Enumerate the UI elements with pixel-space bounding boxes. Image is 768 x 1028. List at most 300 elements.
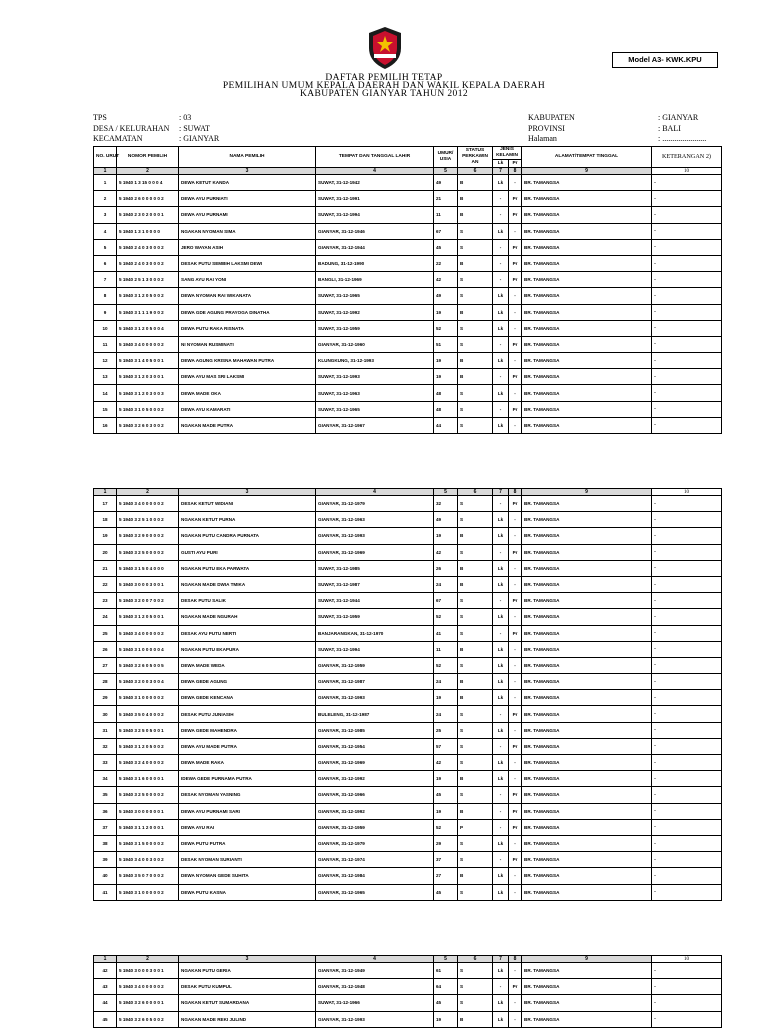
- cell-umur: 37: [434, 852, 458, 868]
- table-row: [94, 336, 722, 352]
- cell-ket: -: [652, 657, 722, 673]
- cell-umur: 42: [434, 272, 458, 288]
- cell-ket: -: [652, 207, 722, 223]
- cell-nik: 5 1940 3 0 0 0 0 0 0 1: [117, 803, 179, 819]
- cell-no: 39: [94, 852, 117, 868]
- cell-lk: Lk: [493, 755, 509, 771]
- cell-nama: DEWA MADE OKA: [179, 385, 316, 401]
- cell-lk: Lk: [493, 175, 509, 191]
- cell-nik: 5 1940 3 0 0 0 3 0 0 1: [117, 963, 179, 979]
- cell-alamat: BR. TAMANGSA: [522, 336, 652, 352]
- cell-ket: -: [652, 496, 722, 512]
- cell-ket: -: [652, 738, 722, 754]
- cell-lk: Lk: [493, 385, 509, 401]
- column-number: 3: [179, 956, 316, 963]
- table-row: [94, 417, 722, 433]
- info-row-provinsi: PROVINSI : BALI: [528, 123, 681, 133]
- cell-ttl: GIANYAR, 31-12-1959: [316, 657, 434, 673]
- cell-nama: DEWA GDE AGUNG PRAYOGA DINATHA: [179, 304, 316, 320]
- cell-status: S: [458, 835, 493, 851]
- cell-ket: -: [652, 593, 722, 609]
- cell-ttl: GIANYAR, 31-12-1949: [316, 963, 434, 979]
- cell-pr: -: [509, 835, 522, 851]
- cell-nik: 5 1940 2 5 1 3 0 0 0 2: [117, 272, 179, 288]
- column-number: 8: [509, 489, 522, 496]
- cell-lk: Lk: [493, 641, 509, 657]
- cell-ket: -: [652, 609, 722, 625]
- cell-nama: DESAK NYOMAN SURIANTI: [179, 852, 316, 868]
- cell-umur: 52: [434, 609, 458, 625]
- cell-alamat: BR. TAMANGSA: [522, 320, 652, 336]
- cell-nama: DEWA GEDE KENCANA: [179, 690, 316, 706]
- cell-pr: Pr: [509, 255, 522, 271]
- col-header-alamat: ALAMAT/TEMPAT TINGGAL: [522, 147, 652, 168]
- cell-lk: -: [493, 852, 509, 868]
- cell-no: 20: [94, 544, 117, 560]
- column-number: 1: [94, 489, 117, 496]
- cell-alamat: BR. TAMANGSA: [522, 690, 652, 706]
- col-header-ket: KETERANGAN 2): [652, 147, 722, 168]
- cell-lk: Lk: [493, 657, 509, 673]
- cell-nik: 5 1940 3 1 2 0 5 0 0 4: [117, 320, 179, 336]
- cell-lk: Lk: [493, 320, 509, 336]
- cell-status: S: [458, 272, 493, 288]
- table-row: [94, 625, 722, 641]
- cell-pr: -: [509, 657, 522, 673]
- cell-no: 40: [94, 868, 117, 884]
- cell-lk: Lk: [493, 223, 509, 239]
- cell-status: B: [458, 191, 493, 207]
- cell-pr: -: [509, 884, 522, 900]
- cell-nik: 5 1940 3 1 2 0 5 0 0 2: [117, 738, 179, 754]
- col-header-umur: UMUR/ USIA: [434, 147, 458, 168]
- cell-pr: -: [509, 963, 522, 979]
- cell-nama: NGAKAN PUTU EKA PARWATA: [179, 560, 316, 576]
- cell-nama: DEWA AYU KAMARATI: [179, 401, 316, 417]
- cell-lk: -: [493, 336, 509, 352]
- cell-lk: Lk: [493, 417, 509, 433]
- cell-umur: 48: [434, 401, 458, 417]
- cell-lk: Lk: [493, 674, 509, 690]
- cell-ttl: GIANYAR, 31-12-1993: [316, 528, 434, 544]
- cell-ttl: SUWAT, 31-12-1992: [316, 304, 434, 320]
- cell-umur: 11: [434, 641, 458, 657]
- cell-nik: 5 1940 3 0 0 0 3 0 0 1: [117, 576, 179, 592]
- cell-ket: -: [652, 835, 722, 851]
- cell-pr: -: [509, 995, 522, 1011]
- column-number: 2: [117, 168, 179, 175]
- cell-umur: 42: [434, 544, 458, 560]
- cell-nik: 5 1940 3 4 0 0 0 0 0 2: [117, 496, 179, 512]
- table-row: [94, 722, 722, 738]
- table-row: [94, 175, 722, 191]
- cell-lk: -: [493, 496, 509, 512]
- cell-nama: DEWA PUTU PUTRA: [179, 835, 316, 851]
- cell-nama: DESAK PUTU KUMPUL: [179, 979, 316, 995]
- cell-ket: -: [652, 819, 722, 835]
- column-number: 9: [522, 956, 652, 963]
- cell-ket: -: [652, 336, 722, 352]
- cell-pr: Pr: [509, 852, 522, 868]
- cell-alamat: BR. TAMANGSA: [522, 963, 652, 979]
- cell-no: 35: [94, 787, 117, 803]
- cell-ket: -: [652, 852, 722, 868]
- cell-ttl: GIANYAR, 31-12-1954: [316, 738, 434, 754]
- cell-alamat: BR. TAMANGSA: [522, 803, 652, 819]
- cell-pr: -: [509, 320, 522, 336]
- cell-umur: 32: [434, 496, 458, 512]
- cell-no: 4: [94, 223, 117, 239]
- cell-nik: 5 1940 3 1 5 0 0 0 0 2: [117, 835, 179, 851]
- cell-ket: -: [652, 353, 722, 369]
- cell-pr: -: [509, 353, 522, 369]
- cell-nik: 5 1940 3 4 0 0 0 0 0 2: [117, 979, 179, 995]
- cell-status: B: [458, 560, 493, 576]
- cell-alamat: BR. TAMANGSA: [522, 304, 652, 320]
- cell-no: 3: [94, 207, 117, 223]
- info-row-kecamatan: KECAMATAN : GIANYAR: [93, 134, 220, 143]
- cell-umur: 19: [434, 803, 458, 819]
- voter-table-3: [93, 955, 722, 1028]
- column-number: 7: [493, 489, 509, 496]
- table-row: [94, 674, 722, 690]
- cell-lk: Lk: [493, 722, 509, 738]
- cell-no: 6: [94, 255, 117, 271]
- cell-ttl: SUWAT, 31-12-1959: [316, 609, 434, 625]
- cell-status: S: [458, 223, 493, 239]
- cell-ttl: SUWAT, 31-12-1963: [316, 385, 434, 401]
- cell-nama: NGAKAN KETUT PURNA: [179, 512, 316, 528]
- cell-ket: -: [652, 771, 722, 787]
- cell-nik: 5 1940 3 1 0 5 0 0 0 2: [117, 401, 179, 417]
- cell-ket: -: [652, 560, 722, 576]
- cell-nik: 5 1940 3 2 0 0 7 0 0 2: [117, 593, 179, 609]
- cell-lk: Lk: [493, 868, 509, 884]
- cell-alamat: BR. TAMANGSA: [522, 755, 652, 771]
- cell-status: S: [458, 512, 493, 528]
- cell-umur: 11: [434, 207, 458, 223]
- cell-ttl: GIANYAR, 31-12-1944: [316, 239, 434, 255]
- cell-umur: 57: [434, 738, 458, 754]
- table-row: [94, 706, 722, 722]
- cell-status: S: [458, 239, 493, 255]
- cell-no: 26: [94, 641, 117, 657]
- column-number: 8: [509, 168, 522, 175]
- cell-pr: -: [509, 417, 522, 433]
- cell-nama: DESAK KETUT WIDIANI: [179, 496, 316, 512]
- cell-no: 25: [94, 625, 117, 641]
- cell-pr: -: [509, 223, 522, 239]
- cell-umur: 67: [434, 223, 458, 239]
- cell-alamat: BR. TAMANGSA: [522, 239, 652, 255]
- cell-pr: Pr: [509, 401, 522, 417]
- cell-no: 43: [94, 979, 117, 995]
- cell-ket: -: [652, 385, 722, 401]
- cell-ket: -: [652, 272, 722, 288]
- cell-alamat: BR. TAMANGSA: [522, 609, 652, 625]
- cell-pr: -: [509, 609, 522, 625]
- cell-no: 24: [94, 609, 117, 625]
- cell-nama: NGAKAN MADE DWIA TMIKA: [179, 576, 316, 592]
- cell-ttl: SUWAT, 31-12-1959: [316, 320, 434, 336]
- cell-pr: -: [509, 641, 522, 657]
- cell-alamat: BR. TAMANGSA: [522, 576, 652, 592]
- cell-status: B: [458, 576, 493, 592]
- cell-lk: -: [493, 819, 509, 835]
- cell-nik: 5 1940 3 2 5 1 0 0 0 2: [117, 512, 179, 528]
- cell-ttl: SUWAT, 31-12-1966: [316, 995, 434, 1011]
- cell-umur: 45: [434, 884, 458, 900]
- cell-ttl: BANJARANGKAN, 31-12-1970: [316, 625, 434, 641]
- cell-no: 7: [94, 272, 117, 288]
- cell-status: S: [458, 706, 493, 722]
- cell-no: 31: [94, 722, 117, 738]
- cell-alamat: BR. TAMANGSA: [522, 385, 652, 401]
- cell-ttl: GIANYAR, 31-12-1985: [316, 722, 434, 738]
- cell-status: S: [458, 787, 493, 803]
- cell-ket: -: [652, 868, 722, 884]
- column-number: 5: [434, 168, 458, 175]
- cell-nik: 5 1940 3 1 2 0 3 0 0 3: [117, 385, 179, 401]
- cell-status: S: [458, 884, 493, 900]
- info-row-tps: TPS : 03: [93, 113, 192, 122]
- column-number: 10: [652, 168, 722, 175]
- cell-lk: Lk: [493, 884, 509, 900]
- column-number: 2: [117, 956, 179, 963]
- cell-no: 18: [94, 512, 117, 528]
- column-number: 2: [117, 489, 179, 496]
- cell-alamat: BR. TAMANGSA: [522, 884, 652, 900]
- table-row: [94, 528, 722, 544]
- cell-ttl: SUWAT, 31-12-1993: [316, 369, 434, 385]
- column-number: 4: [316, 489, 434, 496]
- cell-nama: DEWA AYU MAS SRI LAKSMI: [179, 369, 316, 385]
- cell-lk: Lk: [493, 771, 509, 787]
- cell-pr: Pr: [509, 544, 522, 560]
- cell-ket: -: [652, 417, 722, 433]
- cell-ttl: GIANYAR, 31-12-1963: [316, 512, 434, 528]
- cell-umur: 26: [434, 560, 458, 576]
- cell-nama: DESAK AYU PUTU NERTI: [179, 625, 316, 641]
- column-number: 3: [179, 489, 316, 496]
- table-row: [94, 353, 722, 369]
- cell-lk: -: [493, 625, 509, 641]
- cell-nik: 5 1940 3 1 1 1 9 0 0 2: [117, 304, 179, 320]
- cell-pr: Pr: [509, 496, 522, 512]
- table-row: [94, 979, 722, 995]
- table-row: [94, 496, 722, 512]
- cell-umur: 44: [434, 417, 458, 433]
- table-row: [94, 852, 722, 868]
- cell-no: 37: [94, 819, 117, 835]
- column-number: 10: [652, 489, 722, 496]
- cell-pr: -: [509, 674, 522, 690]
- column-number: 7: [493, 168, 509, 175]
- cell-nik: 5 1940 3 2 5 0 5 0 0 1: [117, 722, 179, 738]
- table-row: [94, 609, 722, 625]
- table-row: [94, 963, 722, 979]
- cell-nama: DEWA AYU PURNIATI: [179, 191, 316, 207]
- cell-alamat: BR. TAMANGSA: [522, 674, 652, 690]
- cell-status: S: [458, 755, 493, 771]
- cell-umur: 41: [434, 625, 458, 641]
- cell-pr: -: [509, 385, 522, 401]
- cell-umur: 19: [434, 1011, 458, 1027]
- cell-alamat: BR. TAMANGSA: [522, 1011, 652, 1027]
- cell-status: B: [458, 175, 493, 191]
- cell-umur: 19: [434, 353, 458, 369]
- cell-nama: NGAKAN MADE NGURAH: [179, 609, 316, 625]
- cell-no: 8: [94, 288, 117, 304]
- cell-nik: 5 1940 3 2 6 0 0 0 0 1: [117, 995, 179, 1011]
- col-header-ttl: TEMPAT DAN TANGGAL LAHIR: [316, 147, 434, 168]
- table-row: [94, 884, 722, 900]
- cell-pr: Pr: [509, 803, 522, 819]
- cell-nik: 5 1940 3 1 0 0 0 0 0 2: [117, 690, 179, 706]
- cell-umur: 45: [434, 787, 458, 803]
- cell-no: 41: [94, 884, 117, 900]
- cell-lk: Lk: [493, 835, 509, 851]
- cell-nik: 5 1940 3 1 0 0 0 0 0 2: [117, 884, 179, 900]
- cell-ttl: GIANYAR, 31-12-1984: [316, 868, 434, 884]
- cell-alamat: BR. TAMANGSA: [522, 995, 652, 1011]
- cell-status: S: [458, 593, 493, 609]
- column-number: 4: [316, 168, 434, 175]
- cell-ttl: GIANYAR, 31-12-1993: [316, 690, 434, 706]
- cell-lk: -: [493, 239, 509, 255]
- cell-ket: -: [652, 995, 722, 1011]
- cell-umur: 22: [434, 255, 458, 271]
- cell-pr: Pr: [509, 787, 522, 803]
- cell-ttl: GIANYAR, 31-12-1974: [316, 852, 434, 868]
- cell-ttl: GIANYAR, 31-12-1946: [316, 223, 434, 239]
- cell-ket: -: [652, 722, 722, 738]
- cell-lk: Lk: [493, 1011, 509, 1027]
- cell-ket: -: [652, 674, 722, 690]
- cell-ttl: GIANYAR, 31-12-1966: [316, 787, 434, 803]
- form-model-label: Model A3- KWK.KPU: [612, 52, 718, 68]
- cell-status: S: [458, 995, 493, 1011]
- cell-ttl: GIANYAR, 31-12-1960: [316, 336, 434, 352]
- cell-lk: -: [493, 738, 509, 754]
- cell-nama: NGAKAN PUTU CANDRA PURNATA: [179, 528, 316, 544]
- cell-nik: 5 1940 3 2 6 0 3 0 0 2: [117, 417, 179, 433]
- cell-status: B: [458, 868, 493, 884]
- cell-nik: 5 1940 3 4 0 0 3 0 0 2: [117, 852, 179, 868]
- table-row: [94, 401, 722, 417]
- cell-no: 13: [94, 369, 117, 385]
- cell-alamat: BR. TAMANGSA: [522, 787, 652, 803]
- cell-pr: -: [509, 304, 522, 320]
- doc-subtitle: PEMILIHAN UMUM KEPALA DAERAH DAN WAKIL KEPALA DAERAH: [222, 81, 546, 91]
- cell-nik: 5 1940 3 1 1 2 0 0 0 1: [117, 819, 179, 835]
- column-number-row: [94, 956, 722, 963]
- cell-nik: 5 1940 3 2 5 0 0 0 0 2: [117, 544, 179, 560]
- cell-lk: Lk: [493, 304, 509, 320]
- table-row: [94, 207, 722, 223]
- cell-no: 29: [94, 690, 117, 706]
- cell-lk: Lk: [493, 690, 509, 706]
- cell-nik: 5 1940 3 1 2 0 5 0 0 1: [117, 609, 179, 625]
- cell-no: 22: [94, 576, 117, 592]
- cell-pr: Pr: [509, 738, 522, 754]
- cell-alamat: BR. TAMANGSA: [522, 544, 652, 560]
- cell-no: 21: [94, 560, 117, 576]
- cell-no: 42: [94, 963, 117, 979]
- cell-lk: Lk: [493, 512, 509, 528]
- cell-status: B: [458, 255, 493, 271]
- cell-ttl: BULELENG, 31-12-1987: [316, 706, 434, 722]
- cell-alamat: BR. TAMANGSA: [522, 288, 652, 304]
- cell-umur: 21: [434, 191, 458, 207]
- cell-pr: Pr: [509, 706, 522, 722]
- cell-lk: Lk: [493, 963, 509, 979]
- cell-ttl: BANGLI, 31-12-1969: [316, 272, 434, 288]
- cell-no: 34: [94, 771, 117, 787]
- column-number: 3: [179, 168, 316, 175]
- cell-umur: 24: [434, 674, 458, 690]
- cell-status: B: [458, 771, 493, 787]
- cell-status: B: [458, 528, 493, 544]
- cell-pr: -: [509, 1011, 522, 1027]
- cell-lk: -: [493, 369, 509, 385]
- column-number: 8: [509, 956, 522, 963]
- table-row: [94, 223, 722, 239]
- cell-no: 19: [94, 528, 117, 544]
- cell-nama: NGAKAN NYOMAN SIMA: [179, 223, 316, 239]
- cell-pr: Pr: [509, 625, 522, 641]
- cell-no: 14: [94, 385, 117, 401]
- table-row: [94, 593, 722, 609]
- cell-alamat: BR. TAMANGSA: [522, 191, 652, 207]
- cell-pr: Pr: [509, 207, 522, 223]
- cell-umur: 49: [434, 288, 458, 304]
- cell-nik: 5 1940 3 1 5 0 4 0 0 0: [117, 560, 179, 576]
- cell-ket: -: [652, 512, 722, 528]
- cell-alamat: BR. TAMANGSA: [522, 657, 652, 673]
- cell-lk: -: [493, 544, 509, 560]
- cell-nik: 5 1940 3 5 0 4 0 0 0 2: [117, 706, 179, 722]
- cell-umur: 51: [434, 336, 458, 352]
- cell-status: S: [458, 979, 493, 995]
- cell-ket: -: [652, 239, 722, 255]
- cell-status: B: [458, 369, 493, 385]
- cell-ttl: SUWAT, 31-12-1985: [316, 560, 434, 576]
- cell-nama: DEWA AYU RAI: [179, 819, 316, 835]
- cell-status: S: [458, 496, 493, 512]
- table-row: [94, 641, 722, 657]
- column-number: 6: [458, 489, 493, 496]
- cell-ttl: GIANYAR, 31-12-1979: [316, 496, 434, 512]
- cell-alamat: BR. TAMANGSA: [522, 369, 652, 385]
- cell-alamat: BR. TAMANGSA: [522, 417, 652, 433]
- cell-status: S: [458, 963, 493, 979]
- cell-nik: 5 1940 3 2 0 0 3 0 0 4: [117, 674, 179, 690]
- table-row: [94, 320, 722, 336]
- cell-nama: DEWA MADE RAKA: [179, 755, 316, 771]
- cell-ttl: SUWAT, 31-12-1965: [316, 288, 434, 304]
- cell-umur: 19: [434, 369, 458, 385]
- cell-umur: 24: [434, 706, 458, 722]
- cell-ttl: GIANYAR, 31-12-1959: [316, 819, 434, 835]
- cell-pr: -: [509, 175, 522, 191]
- table-row: [94, 304, 722, 320]
- cell-status: S: [458, 288, 493, 304]
- cell-nik: 5 1940 2 4 0 3 0 0 0 2: [117, 255, 179, 271]
- cell-no: 23: [94, 593, 117, 609]
- cell-ttl: GIANYAR, 31-12-1987: [316, 674, 434, 690]
- cell-ket: -: [652, 175, 722, 191]
